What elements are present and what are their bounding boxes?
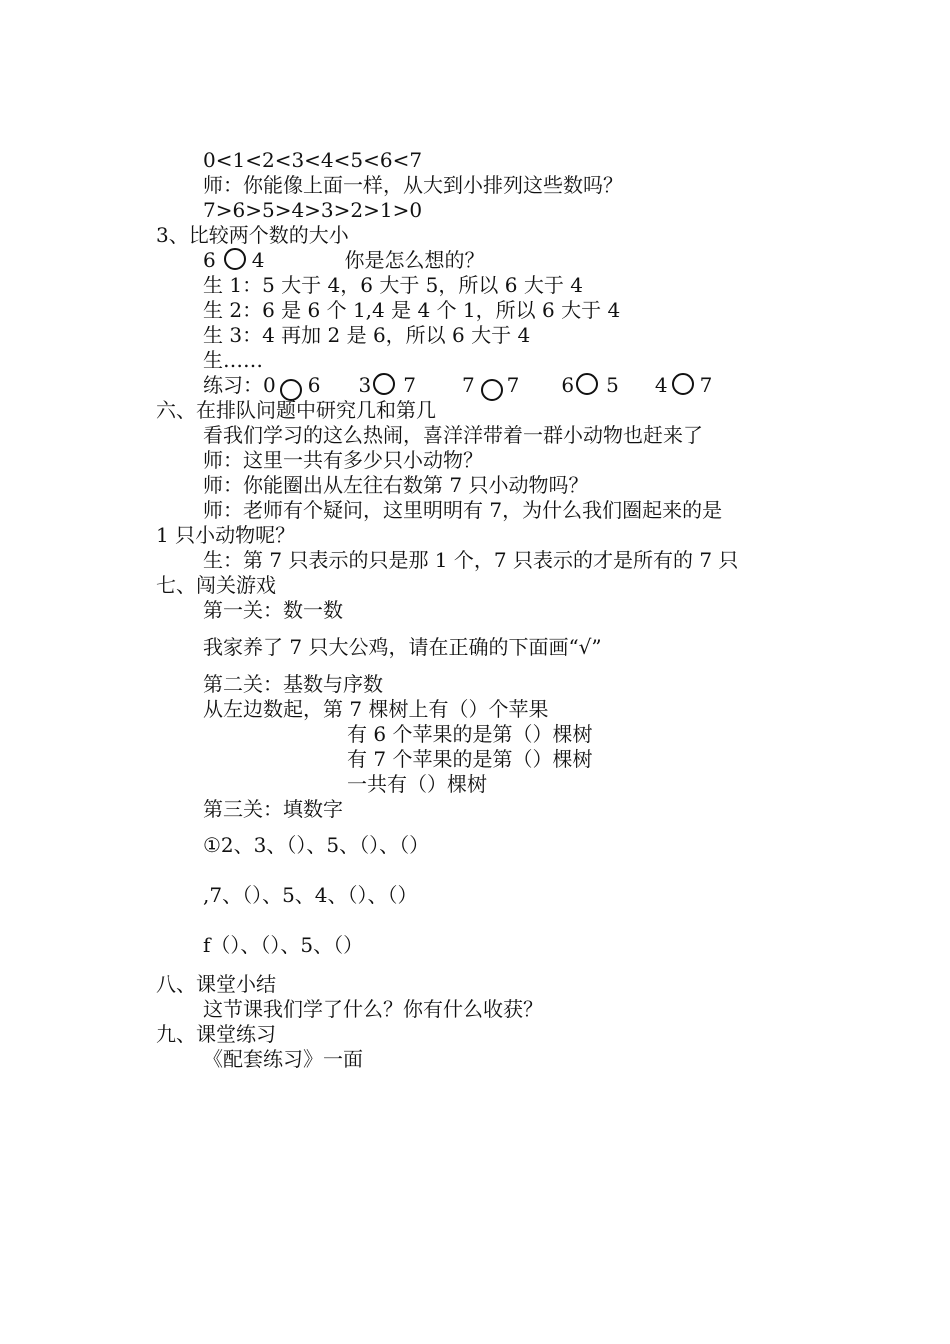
level-two-question-1: 从左边数起，第 7 棵树上有（）个苹果: [203, 697, 549, 721]
practice-workbook-line: 《配套练习》一面: [203, 1047, 363, 1071]
student-more-answer: 生……: [203, 348, 263, 372]
teacher-doubt-line: 师：老师有个疑问，这里明明有 7，为什么我们圈起来的是: [203, 498, 723, 522]
compare-example: [203, 248, 484, 272]
level-two-question-4: 一共有（）棵树: [347, 772, 487, 796]
section-heading-compare: 3、比较两个数的大小: [156, 223, 349, 247]
fill-number-row-2: ,7、（）、5、4、（）、（）: [203, 883, 418, 907]
practice-label: 练习：0: [203, 373, 276, 397]
level-three-title: 第三关：填数字: [203, 797, 343, 821]
comparison-circle-icon: [576, 373, 598, 395]
student-ordinal-answer: 生：第 7 只表示的只是那 1 个，7 只表示的才是所有的 7 只: [203, 548, 739, 572]
practice-number: 7: [506, 373, 520, 397]
practice-compare-line: [203, 373, 712, 401]
practice-number: 6: [561, 373, 575, 397]
comparison-circle-icon: [224, 248, 246, 270]
teacher-question-descending: 师：你能像上面一样，从大到小排列这些数吗？: [203, 173, 623, 197]
student-2-answer: 生 2：6 是 6 个 1,4 是 4 个 1，所以 6 大于 4: [203, 298, 621, 322]
practice-number: 7: [461, 373, 475, 397]
comparison-circle-icon: [481, 379, 503, 401]
student-3-answer: 生 3：4 再加 2 是 6，所以 6 大于 4: [203, 323, 531, 347]
level-two-question-2: 有 6 个苹果的是第（）棵树: [347, 722, 593, 746]
teacher-question-circle: 师：你能圈出从左往右数第 7 只小动物吗？: [203, 473, 589, 497]
comparison-circle-icon: [672, 373, 694, 395]
section-heading-seven: 七、闯关游戏: [156, 573, 276, 597]
practice-number: 7: [403, 373, 416, 397]
how-did-you-think-question: 你是怎么想的？: [344, 248, 485, 272]
level-one-instruction: 我家养了 7 只大公鸡，请在正确的下面画“√”: [203, 635, 602, 659]
teacher-question-count: 师：这里一共有多少只小动物？: [203, 448, 483, 472]
summary-question: 这节课我们学了什么？你有什么收获？: [203, 997, 543, 1021]
practice-number: 5: [606, 373, 619, 397]
descending-order-line: 7>6>5>4>3>2>1>0: [203, 198, 423, 222]
compare-left-number: 6: [203, 248, 216, 272]
student-1-answer: 生 1：5 大于 4，6 大于 5，所以 6 大于 4: [203, 273, 583, 297]
level-one-title: 第一关：数一数: [203, 598, 343, 622]
fill-number-row-1: ①2、3、（）、5、（）、（）: [203, 833, 430, 857]
comparison-circle-icon: [373, 373, 395, 395]
compare-right-number: 4: [251, 248, 265, 272]
level-two-title: 第二关：基数与序数: [203, 672, 383, 696]
practice-number: 6: [307, 373, 321, 397]
intro-animals-line: 看我们学习的这么热闹，喜洋洋带着一群小动物也赶来了: [203, 423, 703, 447]
level-two-question-3: 有 7 个苹果的是第（）棵树: [347, 747, 593, 771]
practice-number: 4: [654, 373, 668, 397]
practice-number: 7: [699, 373, 713, 397]
teacher-doubt-continuation: 1 只小动物呢？: [156, 523, 296, 547]
fill-number-row-3: f（）、（）、5、（）: [203, 933, 364, 957]
section-heading-six: 六、在排队问题中研究几和第几: [156, 398, 436, 422]
section-heading-eight: 八、课堂小结: [156, 972, 276, 996]
section-heading-nine: 九、课堂练习: [156, 1022, 276, 1046]
practice-number: 3: [358, 373, 372, 397]
ascending-order-line: 0<1<2<3<4<5<6<7: [203, 148, 423, 172]
